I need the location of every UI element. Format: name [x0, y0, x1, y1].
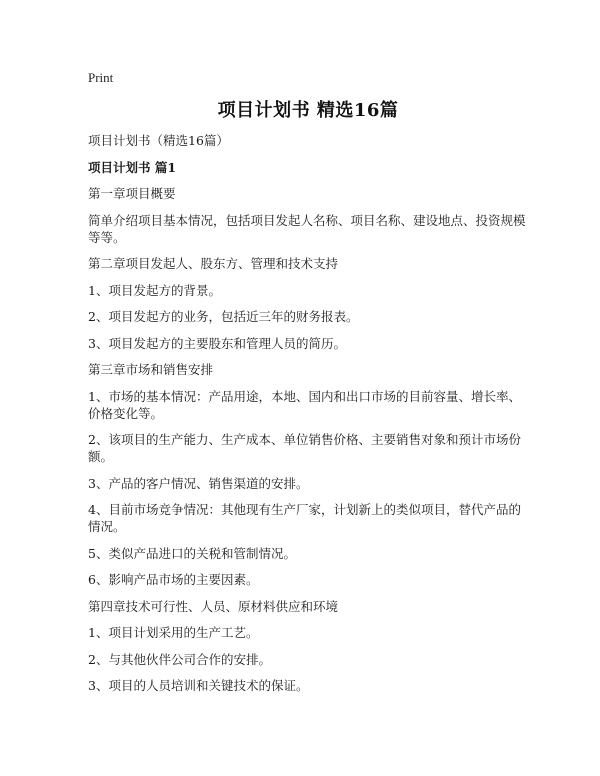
chapter-heading: 第一章项目概要 — [88, 186, 176, 201]
list-item: 1、项目发起方的背景。 — [88, 282, 221, 298]
document-title: 项目计划书 精选16篇 — [217, 100, 399, 121]
list-item: 6、影响产品市场的主要因素。 — [88, 572, 259, 587]
section-heading: 项目计划书 篇1 — [88, 159, 177, 175]
list-item: 4、目前市场竞争情况：其他现有生产厂家，计划新上的类似项目，替代产品的情况。 — [88, 502, 521, 534]
print-link[interactable]: Print — [88, 70, 114, 85]
paragraph: 简单介绍项目基本情况，包括项目发起人名称、项目名称、建设地点、投资规模等等。 — [88, 212, 526, 245]
chapter-heading: 第二章项目发起人、股东方、管理和技术支持 — [88, 256, 339, 271]
list-item: 3、项目的人员培训和关键技术的保证。 — [88, 678, 309, 693]
list-item: 5、类似产品进口的关税和管制情况。 — [88, 545, 296, 561]
list-item: 2、该项目的生产能力、生产成本、单位销售价格、主要销售对象和预计市场份额。 — [88, 432, 521, 464]
list-item: 2、与其他伙伴公司合作的安排。 — [88, 651, 271, 667]
list-item: 1、市场的基本情况：产品用途，本地、国内和出口市场的目前容量、增长率、价格变化等。 — [88, 388, 521, 421]
paragraph-subtitle: 项目计划书（精选16篇） — [88, 133, 229, 148]
list-item: 2、项目发起方的业务，包括近三年的财务报表。 — [88, 309, 359, 324]
list-item: 3、产品的客户情况、销售渠道的安排。 — [88, 475, 309, 491]
chapter-heading: 第四章技术可行性、人员、原材料供应和环境 — [88, 598, 339, 614]
list-item: 3、项目发起方的主要股东和管理人员的简历。 — [88, 335, 346, 351]
chapter-heading: 第三章市场和销售安排 — [88, 362, 214, 377]
document-body — [88, 132, 528, 704]
list-item: 1、项目计划采用的生产工艺。 — [88, 625, 259, 640]
